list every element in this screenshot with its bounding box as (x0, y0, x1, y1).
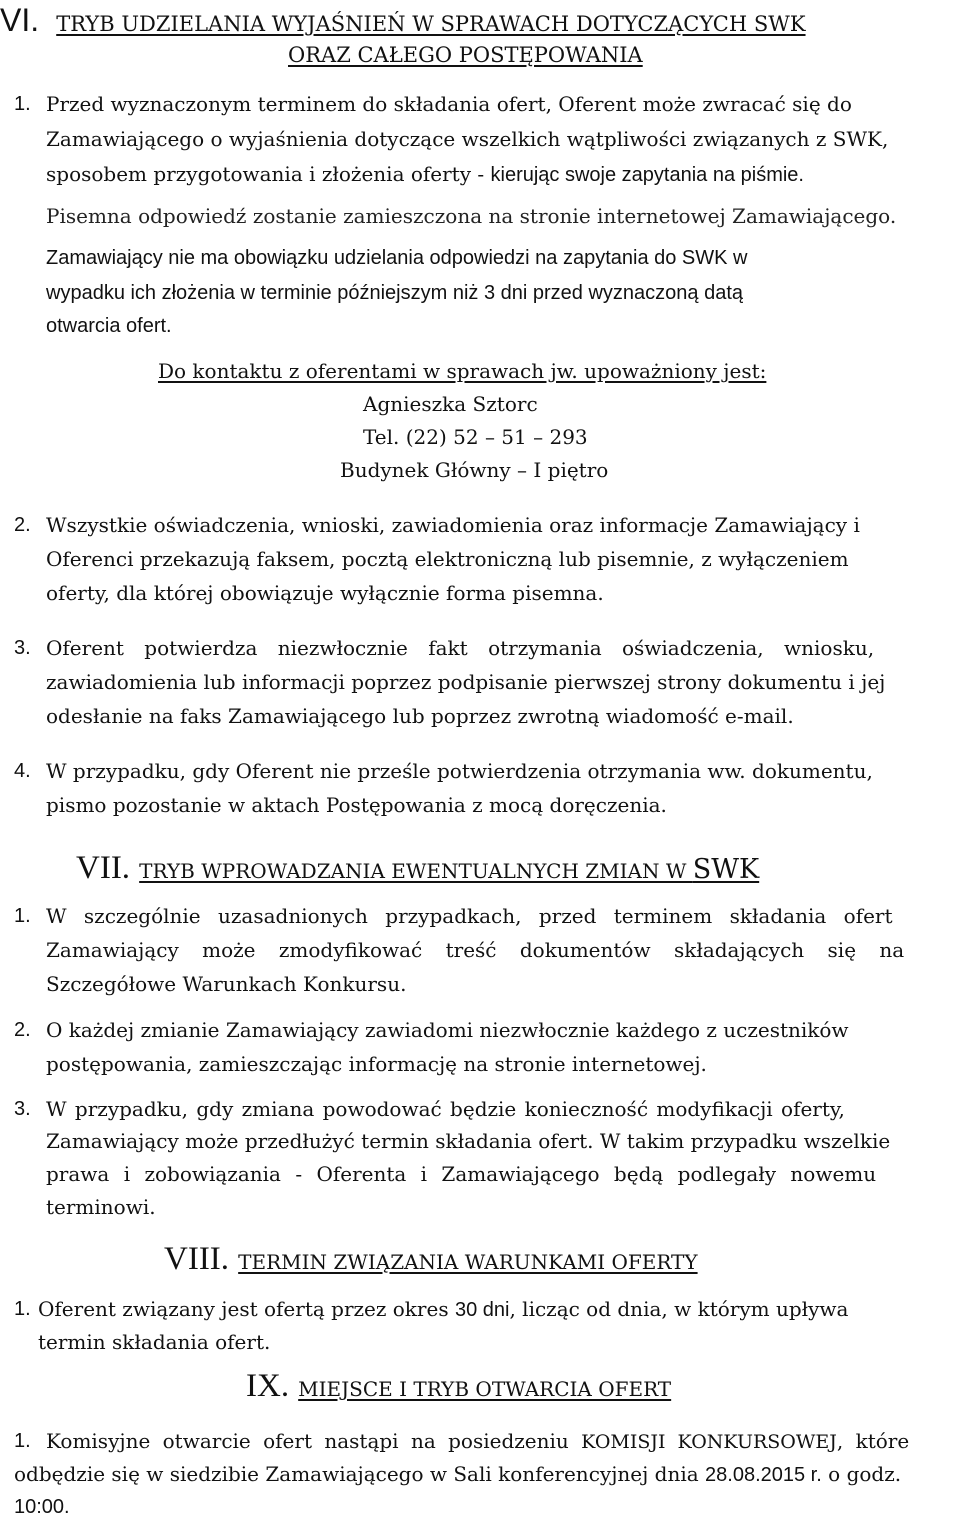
section-viii-heading (164, 1243, 698, 1276)
vi-p1-line3: sposobem przygotowania i złożenia oferty - kierując swoje zapytania na piśmie. (46, 162, 804, 186)
contact-intro: Do kontaktu z oferentami w sprawach jw. upoważniony jest: (158, 359, 767, 383)
vii-p3-line1: W przypadku, gdy zmiana powodować będzie konieczność modyfikacji oferty, (46, 1097, 845, 1121)
viii-p1-number: 1. (14, 1298, 31, 1320)
vii-p1-number: 1. (14, 905, 31, 927)
vi-p1-number: 1. (14, 93, 31, 115)
section-vi-roman: VI. (0, 2, 40, 38)
contact-location: Budynek Główny – I piętro (340, 458, 609, 482)
contact-name: Agnieszka Sztorc (363, 392, 538, 416)
vi-p1-line4: Pisemna odpowiedź zostanie zamieszczona na stronie internetowej Zamawiającego. (46, 204, 897, 228)
vii-p2-line2: postępowania, zamieszczając informację na stronie internetowej. (46, 1052, 707, 1076)
contact-phone: Tel. (22) 52 – 51 – 293 (363, 425, 588, 449)
vi-p4-number: 4. (14, 760, 31, 782)
vii-p1-line2: Zamawiający może zmodyfikować treść dokumentów składających się na (46, 938, 905, 962)
viii-p1-period: 30 dni (454, 1299, 510, 1321)
section-vi-heading (0, 4, 806, 36)
ix-date: 28.08.2015 r. (705, 1464, 822, 1486)
vi-p4-line2: pismo pozostanie w aktach Postępowania z mocą doręczenia. (46, 793, 667, 817)
vi-p3-line2: zawiadomienia lub informacji poprzez podpisanie pierwszej strony dokumentu i jej (46, 670, 886, 694)
vi-p3-number: 3. (14, 637, 31, 659)
vii-p3-line3: prawa i zobowiązania - Oferenta i Zamawiającego będą podlegały nowemu (46, 1162, 877, 1186)
vii-p3-line4: terminowi. (46, 1195, 156, 1219)
vi-p1-line6: wypadku ich złożenia w terminie późniejszym niż 3 dni przed wyznaczoną datą (46, 282, 744, 304)
vi-p2-number: 2. (14, 514, 31, 536)
vi-p4-line1: W przypadku, gdy Oferent nie prześle potwierdzenia otrzymania ww. dokumentu, (46, 759, 873, 783)
vi-p3-line3: odesłanie na faks Zamawiającego lub poprzez zwrotną wiadomość e-mail. (46, 704, 794, 728)
vii-p3-line2: Zamawiający może przedłużyć termin składania ofert. W takim przypadku wszelkie (46, 1129, 891, 1153)
vi-p1-emphasis: kierując swoje zapytania na piśmie. (490, 164, 804, 186)
vi-p2-line1: Wszystkie oświadczenia, wnioski, zawiadomienia oraz informacje Zamawiający i (46, 513, 860, 537)
vii-p2-number: 2. (14, 1019, 31, 1041)
vi-p2-line2: Oferenci przekazują faksem, pocztą elektroniczną lub pisemnie, z wyłączeniem (46, 547, 849, 571)
vii-p3-number: 3. (14, 1098, 31, 1120)
vii-p2-line1: O każdej zmianie Zamawiający zawiadomi niezwłocznie każdego z uczestników (46, 1018, 849, 1042)
section-viii-roman: VIII. (164, 1241, 230, 1277)
viii-p1-line2: termin składania ofert. (38, 1330, 271, 1354)
section-ix-roman: IX. (246, 1368, 290, 1404)
section-ix-heading (246, 1370, 671, 1403)
vi-p1-line2: Zamawiającego o wyjaśnienia dotyczące wszelkich wątpliwości związanych z SWK, (46, 127, 889, 151)
section-vii-heading (76, 852, 759, 885)
ix-p1-line1: Komisyjne otwarcie ofert nastąpi na posiedzeniu KOMISJI KONKURSOWEJ, które (46, 1429, 910, 1453)
vi-p1-line7: otwarcia ofert. (46, 315, 172, 337)
section-vii-title-tail: SWK (692, 854, 760, 885)
section-ix-title: MIEJSCE I TRYB OTWARCIA OFERT (298, 1377, 672, 1401)
vi-p3-line1: Oferent potwierdza niezwłocznie fakt otrzymania oświadczenia, wniosku, (46, 636, 875, 660)
ix-p1-line2: odbędzie się w siedzibie Zamawiającego w Sali konferencyjnej dnia 28.08.2015 r. o godz. (14, 1462, 902, 1486)
vi-p1-line1: Przed wyznaczonym terminem do składania ofert, Oferent może zwracać się do (46, 92, 852, 116)
section-vi-title-line1: TRYB UDZIELANIA WYJAŚNIEŃ W SPRAWACH DOTYCZĄCYCH SWK (56, 12, 806, 36)
vi-p2-line3: oferty, dla której obowiązuje wyłącznie forma pisemna. (46, 581, 604, 605)
viii-p1-line1: Oferent związany jest ofertą przez okres 30 dni, licząc od dnia, w którym upływa (38, 1297, 849, 1321)
section-vii-title: TRYB WPROWADZANIA EWENTUALNYCH ZMIAN W (139, 859, 693, 883)
section-viii-title: TERMIN ZWIĄZANIA WARUNKAMI OFERTY (238, 1250, 698, 1274)
vi-p1-line5: Zamawiający nie ma obowiązku udzielania odpowiedzi na zapytania do SWK w (46, 247, 748, 269)
section-vi-title-line2: ORAZ CAŁEGO POSTĘPOWANIA (288, 43, 643, 67)
vii-p1-line1: W szczególnie uzasadnionych przypadkach, przed terminem składania ofert (46, 904, 893, 928)
ix-p1-number: 1. (14, 1430, 31, 1452)
ix-time: 10:00. (14, 1496, 70, 1518)
vii-p1-line3: Szczegółowe Warunkach Konkursu. (46, 972, 407, 996)
ix-committee: KOMISJI KONKURSOWEJ (581, 1431, 837, 1453)
section-vii-roman: VII. (76, 850, 131, 886)
